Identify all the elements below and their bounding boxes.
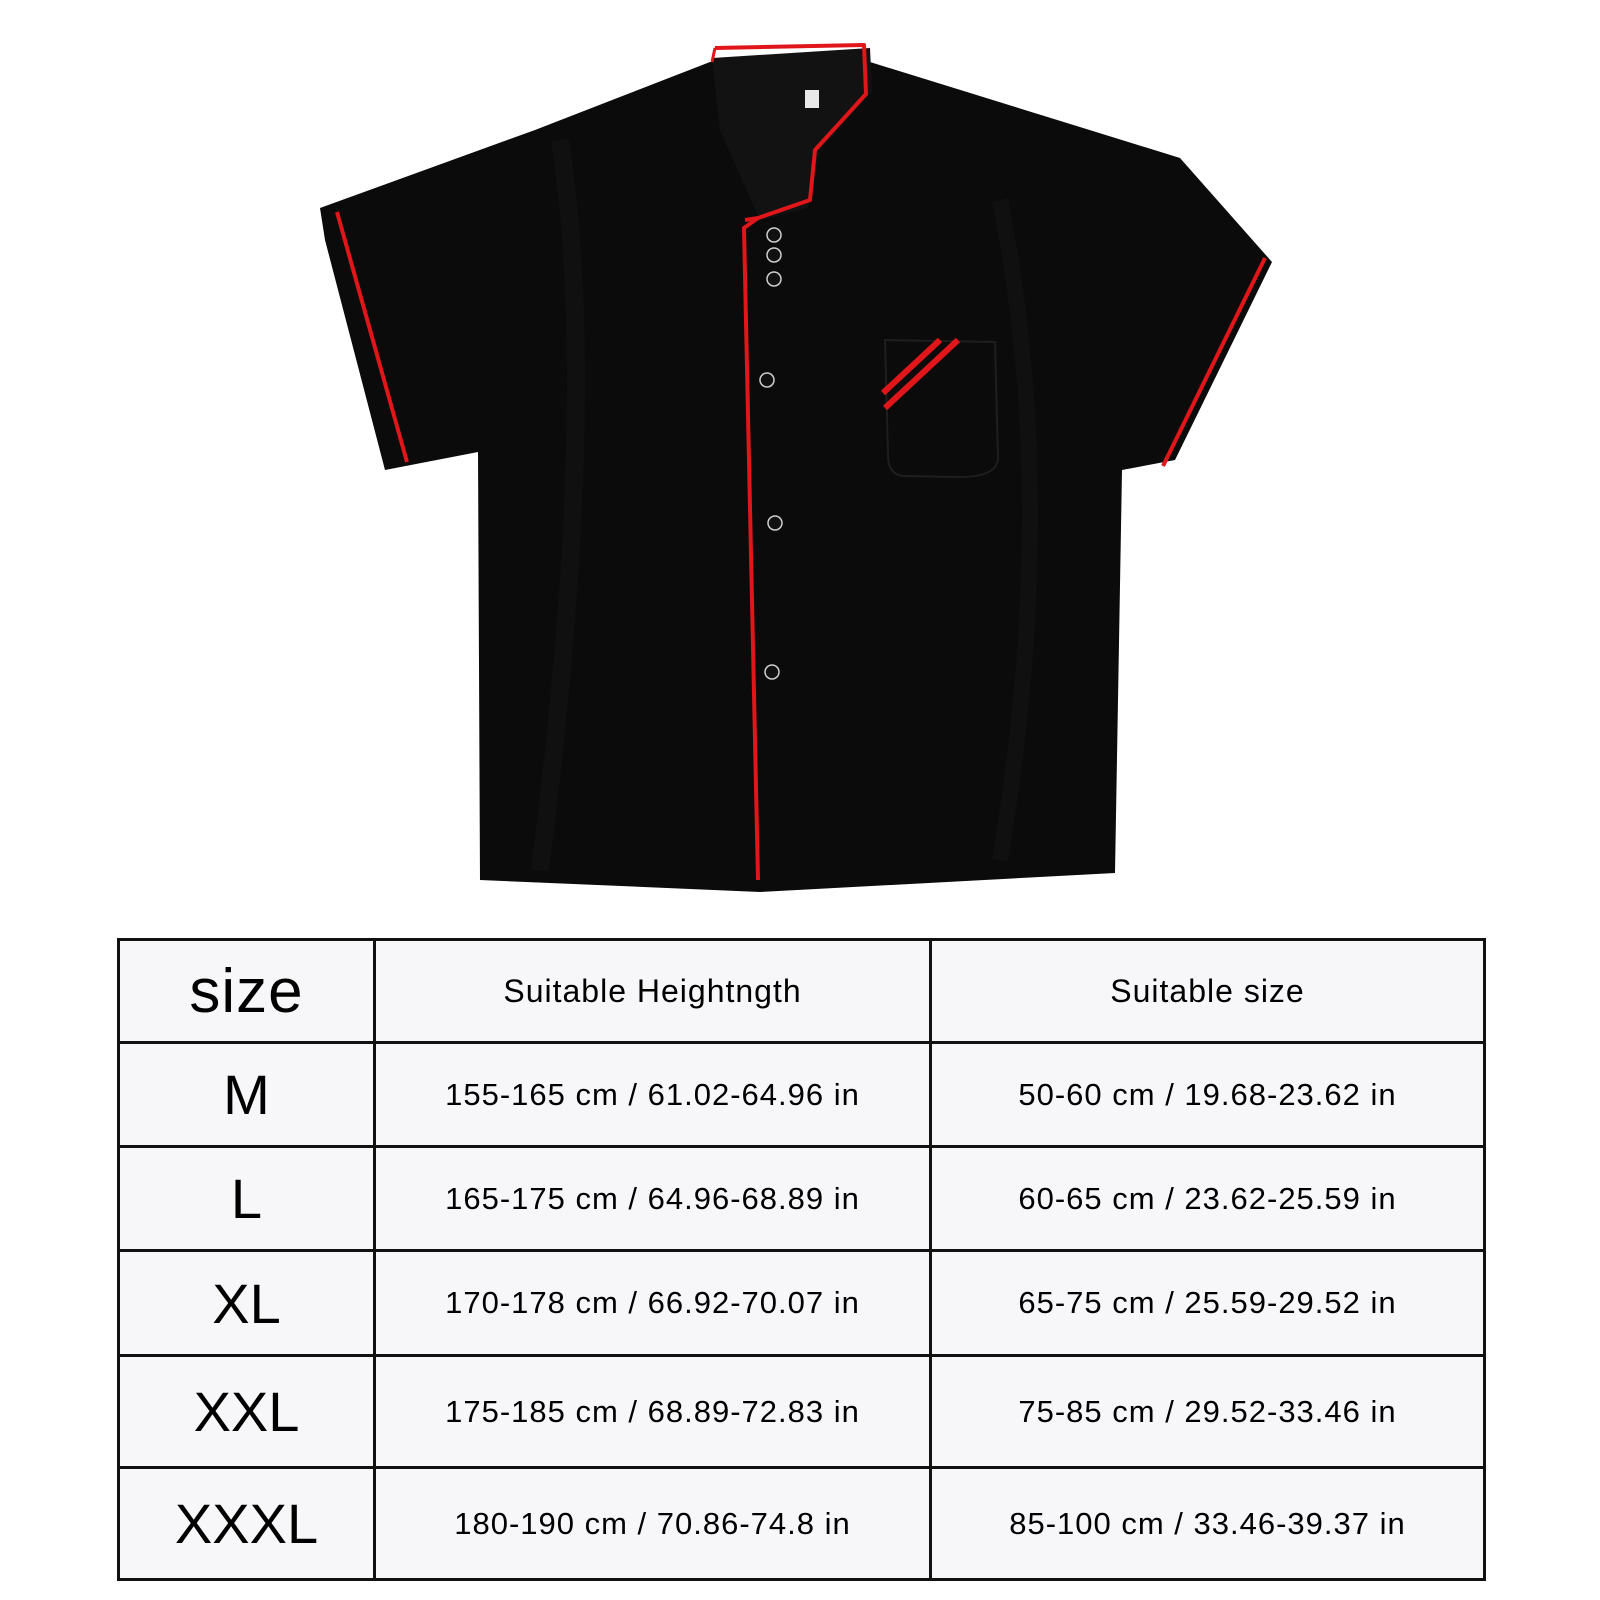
header-suitable-size: Suitable size xyxy=(931,940,1485,1043)
table-row xyxy=(119,1251,1485,1356)
suitable-size-range: 60-65 cm / 23.62-25.59 in xyxy=(931,1147,1485,1251)
size-label: L xyxy=(119,1147,375,1251)
height-range: 165-175 cm / 64.96-68.89 in xyxy=(375,1147,931,1251)
size-chart-table xyxy=(117,938,1486,1581)
size-label: XXL xyxy=(119,1356,375,1468)
button-icon xyxy=(765,665,779,679)
suitable-size-range: 65-75 cm / 25.59-29.52 in xyxy=(931,1251,1485,1356)
neck-label xyxy=(805,90,819,108)
button-icon xyxy=(768,516,782,530)
height-range: 155-165 cm / 61.02-64.96 in xyxy=(375,1043,931,1147)
size-label: XL xyxy=(119,1251,375,1356)
table-row xyxy=(119,1147,1485,1251)
height-range: 175-185 cm / 68.89-72.83 in xyxy=(375,1356,931,1468)
header-suitable-height: Suitable Heightngth xyxy=(375,940,931,1043)
size-label: M xyxy=(119,1043,375,1147)
table-row xyxy=(119,1043,1485,1147)
table-row xyxy=(119,1468,1485,1580)
table-row xyxy=(119,1356,1485,1468)
button-icon xyxy=(767,272,781,286)
suitable-size-range: 50-60 cm / 19.68-23.62 in xyxy=(931,1043,1485,1147)
button-icon xyxy=(760,373,774,387)
height-range: 180-190 cm / 70.86-74.8 in xyxy=(375,1468,931,1580)
button-icon xyxy=(767,228,781,242)
suitable-size-range: 75-85 cm / 29.52-33.46 in xyxy=(931,1356,1485,1468)
size-label: XXXL xyxy=(119,1468,375,1580)
header-size: size xyxy=(119,940,375,1043)
button-icon xyxy=(767,248,781,262)
suitable-size-range: 85-100 cm / 33.46-39.37 in xyxy=(931,1468,1485,1580)
height-range: 170-178 cm / 66.92-70.07 in xyxy=(375,1251,931,1356)
table-header-row xyxy=(119,940,1485,1043)
